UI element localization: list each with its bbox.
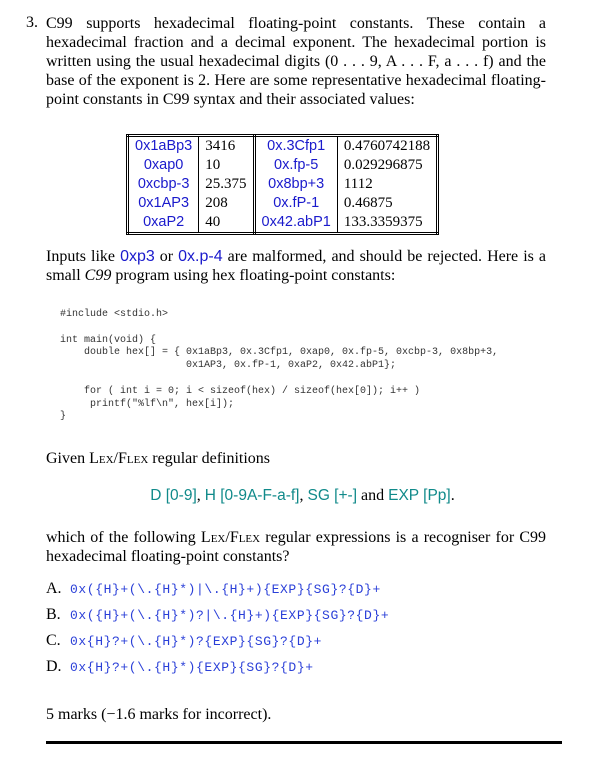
def-end: .: [450, 487, 455, 504]
lex-name-2: Lex: [200, 529, 226, 546]
decimal-value-cell: 10: [199, 156, 254, 175]
def-and: and: [361, 487, 385, 504]
slash-2: /: [225, 529, 230, 546]
hex-constant-cell: 0x.3Cfp1: [254, 136, 337, 157]
malformed-paragraph: [46, 247, 546, 285]
option-regex: 0x{H}?+(\.{H}*)?{EXP}{SG}?{D}+: [70, 634, 323, 649]
def-exp: EXP [Pp]: [388, 487, 451, 504]
malformed-example-2: 0x.p-4: [178, 248, 223, 265]
given-post: regular definitions: [152, 450, 271, 467]
regular-definitions: D [0-9], H [0-9A-F-a-f], SG [+-] and EXP [Pp].: [150, 487, 455, 504]
option-label: C.: [46, 632, 61, 649]
hex-constant-cell: 0x42.abP1: [254, 213, 337, 234]
intro-paragraph: C99 supports hexadecimal floating-point constants. These contain a hexadecimal fraction and a decimal exponent. The hexadecimal portion is written using the usual hexadecimal digits (0 . . . 9, A . . . F, a . . . f) and the base of the exponent is 2. Here are some representative hexadecimal floating-point constants in C99 syntax and their associated values:: [46, 15, 546, 108]
option-regex: 0x{H}?+(\.{H}*){EXP}{SG}?{D}+: [70, 660, 314, 675]
option-label: D.: [46, 658, 62, 675]
answer-options: [46, 580, 389, 684]
which-pre: which of the following: [46, 529, 196, 546]
given-line: [46, 449, 546, 468]
option-regex: 0x({H}+(\.{H}*)?|\.{H}+){EXP}{SG}?{D}+: [70, 608, 390, 623]
which-paragraph: [46, 528, 546, 566]
def-sg: SG [+-]: [307, 487, 358, 504]
table-row: [128, 175, 438, 194]
hex-constant-cell: 0x8bp+3: [254, 175, 337, 194]
option-d[interactable]: [46, 658, 389, 684]
decimal-value-cell: 40: [199, 213, 254, 234]
decimal-value-cell: 0.46875: [337, 194, 437, 213]
table-row: [128, 156, 438, 175]
table-row: [128, 213, 438, 234]
table-row: [128, 194, 438, 213]
table-row: [128, 136, 438, 157]
decimal-value-cell: 208: [199, 194, 254, 213]
hex-constant-cell: 0x1aBp3: [128, 136, 199, 157]
option-regex: 0x({H}+(\.{H}*)|\.{H}+){EXP}{SG}?{D}+: [70, 582, 381, 597]
which-post: regular expressions is a recogniser for C99 hexadecimal floating-point constants?: [46, 529, 547, 565]
malformed-example-1: 0xp3: [120, 248, 155, 265]
flex-name-2: Flex: [229, 529, 261, 546]
decimal-value-cell: 1112: [337, 175, 437, 194]
option-label: B.: [46, 606, 61, 623]
hex-constant-cell: 0xcbp-3: [128, 175, 199, 194]
hex-constant-cell: 0x1AP3: [128, 194, 199, 213]
flex-name: Flex: [118, 450, 149, 467]
slash: /: [113, 450, 118, 467]
option-c[interactable]: [46, 632, 389, 658]
c-code-listing: #include <stdio.h> int main(void) { double hex[] = { 0x1aBp3, 0x.3Cfp1, 0xap0, 0x.fp-5, 0xcbp-3, 0x8bp+3, 0x1AP3, 0x.fP-1, 0xaP2, 0x42.abP1}; for ( int i = 0; i < sizeof(hex) / sizeof(hex[0]); i++ ) printf("%lf\n", hex[i]); }: [60, 309, 499, 423]
lex-name: Lex: [89, 450, 114, 467]
malformed-mid: or: [159, 248, 174, 265]
malformed-post2: program using hex floating-point constants:: [115, 267, 396, 284]
hex-constant-cell: 0xap0: [128, 156, 199, 175]
hex-constant-cell: 0xaP2: [128, 213, 199, 234]
bottom-rule: [46, 741, 562, 744]
option-a[interactable]: [46, 580, 389, 606]
c99-italic: C99: [84, 267, 112, 284]
malformed-pre: Inputs like: [46, 248, 116, 265]
decimal-value-cell: 0.4760742188: [337, 136, 437, 157]
marks-note: 5 marks (−1.6 marks for incorrect).: [46, 706, 272, 723]
given-pre: Given: [46, 450, 86, 467]
malformed-post: are malformed, and should be rejected. Here is a small: [46, 248, 546, 284]
def-h: H [0-9A-F-a-f]: [204, 487, 300, 504]
decimal-value-cell: 133.3359375: [337, 213, 437, 234]
hex-constants-table: [126, 134, 439, 235]
decimal-value-cell: 3416: [199, 136, 254, 157]
decimal-value-cell: 25.375: [199, 175, 254, 194]
def-d: D [0-9]: [150, 487, 197, 504]
option-b[interactable]: [46, 606, 389, 632]
hex-constant-cell: 0x.fp-5: [254, 156, 337, 175]
question-number: 3.: [26, 14, 38, 31]
hex-constant-cell: 0x.fP-1: [254, 194, 337, 213]
decimal-value-cell: 0.029296875: [337, 156, 437, 175]
option-label: A.: [46, 580, 62, 597]
